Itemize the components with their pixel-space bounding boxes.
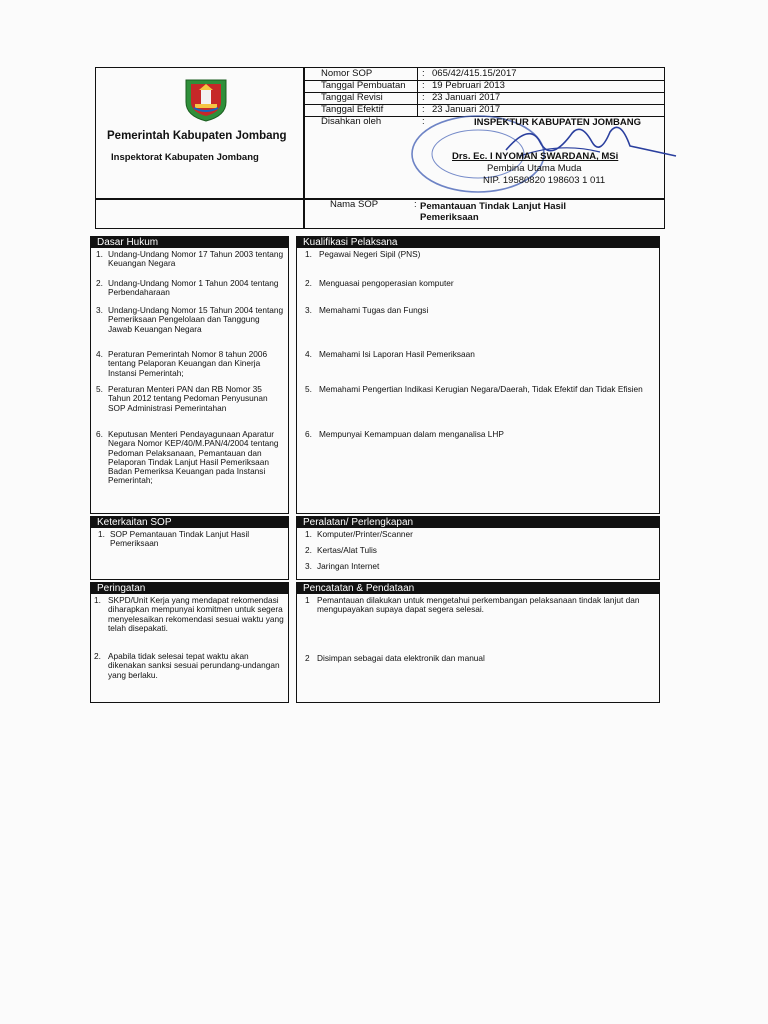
field-value-nomor-sop: 065/42/415.15/2017: [432, 68, 517, 79]
field-colon: :: [414, 199, 417, 210]
approved-by-rank: Pembina Utama Muda: [487, 163, 582, 174]
approved-by-name: Drs. Ec. I NYOMAN SWARDANA, MSi: [452, 151, 619, 162]
kualifikasi-header: Kualifikasi Pelaksana: [297, 237, 659, 248]
field-colon: :: [422, 92, 425, 103]
pencatatan-header: Pencatatan & Pendataan: [297, 583, 659, 594]
peralatan-header: Peralatan/ Perlengkapan: [297, 517, 659, 528]
org-name: Pemerintah Kabupaten Jombang: [107, 130, 287, 142]
jombang-logo: [183, 78, 229, 122]
approved-by-title: INSPEKTUR KABUPATEN JOMBANG: [474, 117, 641, 128]
keterkaitan-header: Keterkaitan SOP: [91, 517, 288, 528]
sop-name-label: Nama SOP: [330, 199, 379, 210]
field-label-nomor-sop: Nomor SOP: [321, 68, 373, 79]
field-colon: :: [422, 80, 425, 91]
field-value-tanggal-efektif: 23 Januari 2017: [432, 104, 501, 115]
field-value-tanggal-revisi: 23 Januari 2017: [432, 92, 501, 103]
peringatan-header: Peringatan: [91, 583, 288, 594]
dasar-hukum-header: Dasar Hukum: [91, 237, 288, 248]
field-value-tanggal-pembuatan: 19 Pebruari 2013: [432, 80, 505, 91]
field-col-divider: [417, 67, 418, 117]
approved-by-nip: NIP. 19580820 198603 1 011: [483, 175, 606, 186]
header-row-line: [95, 198, 665, 200]
field-colon: :: [422, 68, 425, 79]
field-label-tanggal-revisi: Tanggal Revisi: [321, 92, 383, 103]
approved-label: Disahkan oleh: [321, 116, 382, 127]
sop-name-value: Pemantauan Tindak Lanjut Hasil Pemeriksaan: [420, 201, 567, 223]
dept-name: Inspektorat Kabupaten Jombang: [111, 152, 259, 163]
field-colon: :: [422, 116, 425, 127]
field-label-tanggal-efektif: Tanggal Efektif: [321, 104, 384, 115]
field-colon: :: [422, 104, 425, 115]
field-label-tanggal-pembuatan: Tanggal Pembuatan: [321, 80, 406, 91]
